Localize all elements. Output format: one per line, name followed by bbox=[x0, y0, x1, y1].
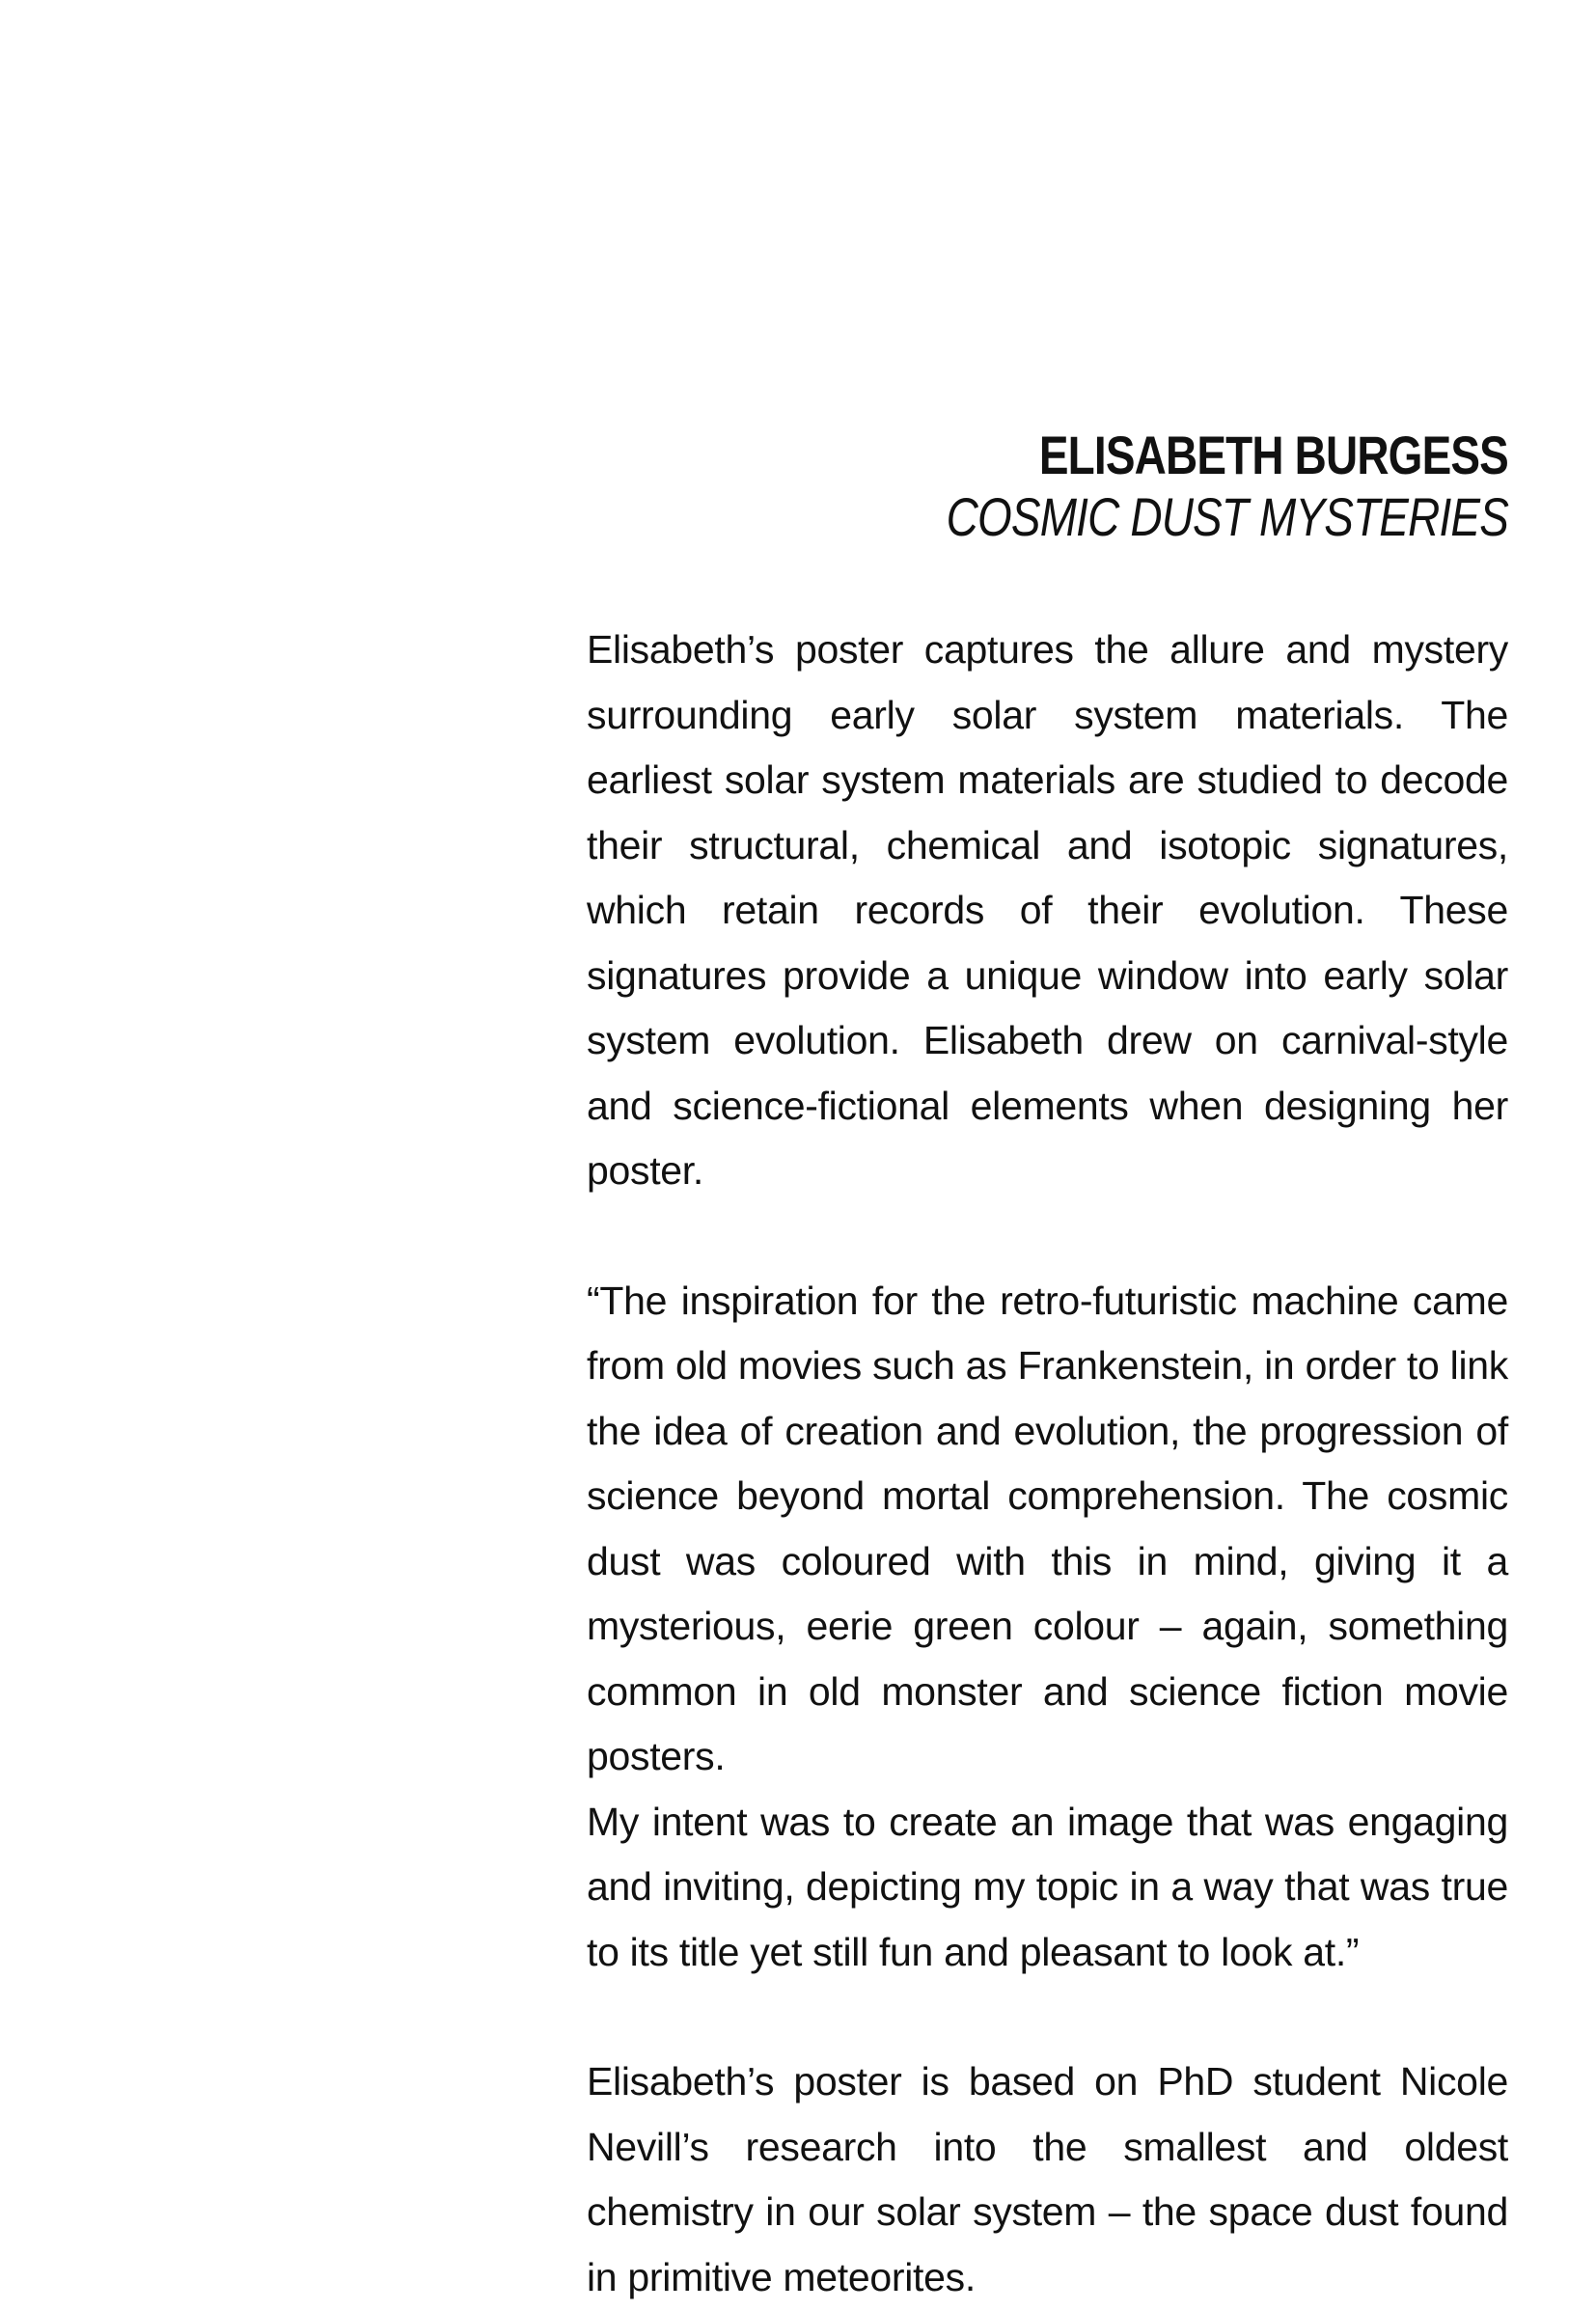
research-paragraph: Elisabeth’s poster is based on PhD student Nicole Nevill’s research into the smallest and oldest chemistry in our solar system – the space dust found in primitive meteorites. bbox=[587, 2059, 1508, 2299]
poster-title: COSMIC DUST MYSTERIES bbox=[946, 486, 1508, 547]
paragraph-spacer bbox=[587, 1985, 1508, 2049]
title-block bbox=[587, 425, 1508, 548]
text-column bbox=[587, 425, 1508, 2310]
artist-name: ELISABETH BURGESS bbox=[1038, 425, 1508, 485]
paragraph-spacer bbox=[587, 1204, 1508, 1269]
artist-quote-part-2: My intent was to create an image that was engaging and inviting, depicting my topic in a way that was true to its title yet still fun and pleasant to look at.” bbox=[587, 1799, 1508, 1974]
artist-quote-part-1: “The inspiration for the retro-futuristic machine came from old movies such as Frankenstein, in order to link the idea of creation and evolution, the progression of science beyond mortal comprehension. The cosmic dust was coloured with this in mind, giving it a mysterious, eerie green colour – again, something common in old monster and science fiction movie posters. bbox=[587, 1278, 1508, 1778]
description-paragraph: Elisabeth’s poster captures the allure and mystery surrounding early solar system materials. The earliest solar system materials are studied to decode their structural, chemical and isotopic signatures, which retain records of their evolution. These signatures provide a unique window into early solar system evolution. Elisabeth drew on carnival-style and science-fictional elements when designing her poster. bbox=[587, 627, 1508, 1193]
